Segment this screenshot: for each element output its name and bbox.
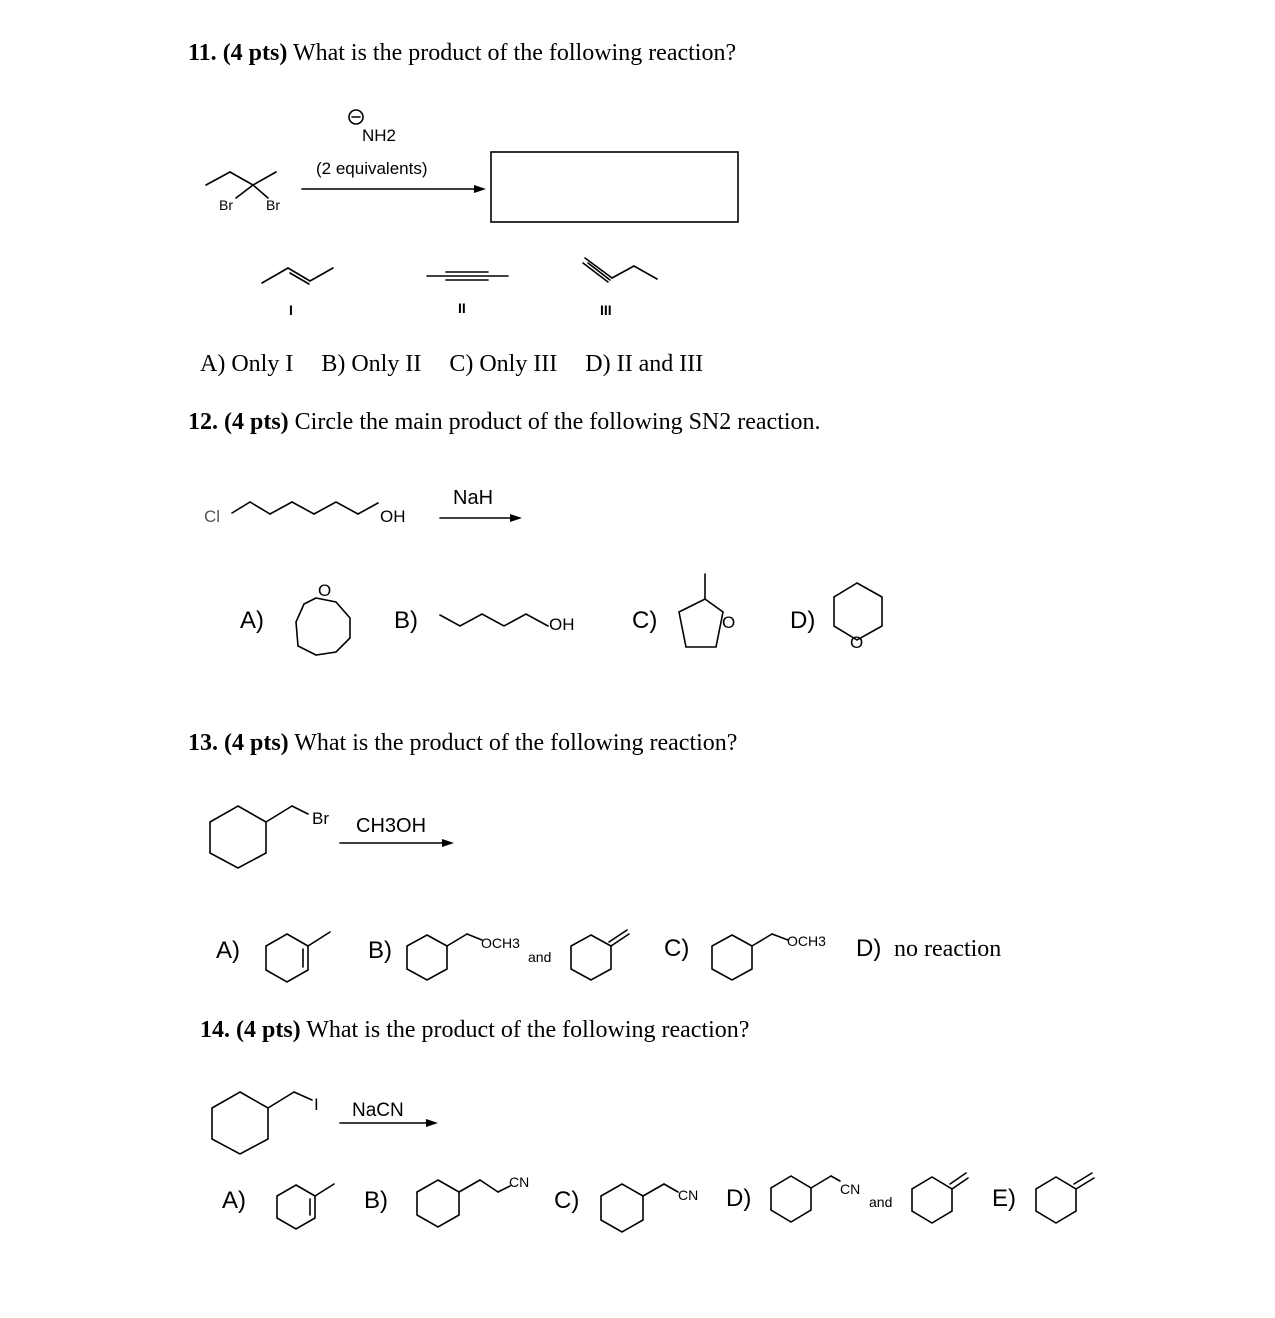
- q12-label-d[interactable]: D): [790, 607, 816, 634]
- q11-option-c[interactable]: C) Only III: [449, 351, 558, 377]
- q12-a-atom-o: O: [318, 581, 332, 600]
- question-14: 14. (4 pts) What is the product of the following reaction?: [200, 1017, 750, 1043]
- q14-label-b[interactable]: B): [364, 1187, 388, 1214]
- q14-label-d[interactable]: D): [726, 1185, 752, 1212]
- q14-substrate-iodomethylcyclohexane: [212, 1092, 312, 1154]
- q11-label-i: I: [289, 302, 293, 318]
- q12-label-a[interactable]: A): [240, 607, 264, 634]
- question-11: 11. (4 pts) What is the product of the following reaction?: [188, 40, 737, 66]
- q14-label-c[interactable]: C): [554, 1187, 580, 1214]
- q13-d-no-reaction: no reaction: [894, 936, 1002, 962]
- q14-atom-i: I: [314, 1095, 319, 1114]
- q14-c-atom-cn: CN: [678, 1187, 699, 1203]
- question-13: 13. (4 pts) What is the product of the following reaction?: [188, 730, 738, 756]
- q14-label-e[interactable]: E): [992, 1185, 1016, 1212]
- q12-option-b-chain-alcohol[interactable]: [440, 614, 548, 626]
- q14-label-a[interactable]: A): [222, 1187, 246, 1214]
- q11-option-b[interactable]: B) Only II: [321, 351, 422, 377]
- q13-option-c-ether[interactable]: [712, 934, 788, 980]
- q14-b-atom-cn: CN: [509, 1174, 530, 1190]
- q12-option-d-oxane[interactable]: [834, 583, 882, 640]
- q11-option-a[interactable]: A) Only I: [200, 351, 294, 377]
- q12-substrate-chloroalcohol: [232, 502, 378, 514]
- q11-label-iii: III: [600, 302, 612, 318]
- question-12: 12. (4 pts) Circle the main product of the following SN2 reaction.: [188, 409, 821, 435]
- q11-option-d[interactable]: D) II and III: [585, 351, 704, 377]
- q13-atom-br: Br: [312, 809, 329, 828]
- q14-d-atom-cn: CN: [840, 1181, 861, 1197]
- q13-label-d[interactable]: D): [856, 935, 882, 962]
- q14-option-e-methylenecyclohexane[interactable]: [1036, 1173, 1094, 1223]
- q11-structure-i: [262, 268, 333, 284]
- q11-answer-box[interactable]: [491, 152, 738, 222]
- q11-atom-br-1: Br: [219, 197, 233, 213]
- q12-option-c-methyl-thf[interactable]: [679, 574, 723, 647]
- q13-c-atom-och3: OCH3: [787, 933, 826, 949]
- q12-atom-cl: Cl: [204, 507, 221, 526]
- q14-option-c-nitrile[interactable]: [601, 1184, 678, 1232]
- q11-structure-ii: [427, 272, 508, 280]
- q13-substrate-bromomethylcyclohexane: [210, 806, 308, 868]
- q11-label-ii: II: [458, 300, 466, 316]
- q13-label-c[interactable]: C): [664, 935, 690, 962]
- q11-reagent: NH2: [362, 126, 397, 145]
- q14-reagent: NaCN: [352, 1100, 404, 1121]
- q11-substrate-dibromide: [206, 172, 276, 198]
- q11-structure-iii: [583, 258, 657, 282]
- q13-label-b[interactable]: B): [368, 937, 392, 964]
- q12-atom-oh: OH: [380, 507, 406, 526]
- q12-b-atom-oh: OH: [549, 615, 575, 634]
- q13-b-and: and: [528, 949, 552, 965]
- q12-reagent: NaH: [453, 487, 494, 509]
- q13-label-a[interactable]: A): [216, 937, 240, 964]
- q14-option-a-methylcyclohexene[interactable]: [277, 1184, 334, 1229]
- q14-d-and: and: [869, 1194, 893, 1210]
- q14-option-b-nitrile[interactable]: [417, 1180, 510, 1227]
- q13-reagent: CH3OH: [356, 815, 427, 837]
- q11-condition: (2 equivalents): [316, 159, 428, 178]
- q12-d-atom-o: O: [850, 633, 864, 652]
- q13-option-a-methylcyclohexene[interactable]: [266, 932, 330, 982]
- q12-label-c[interactable]: C): [632, 607, 658, 634]
- q12-label-b[interactable]: B): [394, 607, 418, 634]
- q13-b-atom-och3: OCH3: [481, 935, 520, 951]
- q11-atom-br-2: Br: [266, 197, 280, 213]
- q12-option-a-oxepane[interactable]: [296, 598, 350, 655]
- q12-c-atom-o: O: [722, 613, 736, 632]
